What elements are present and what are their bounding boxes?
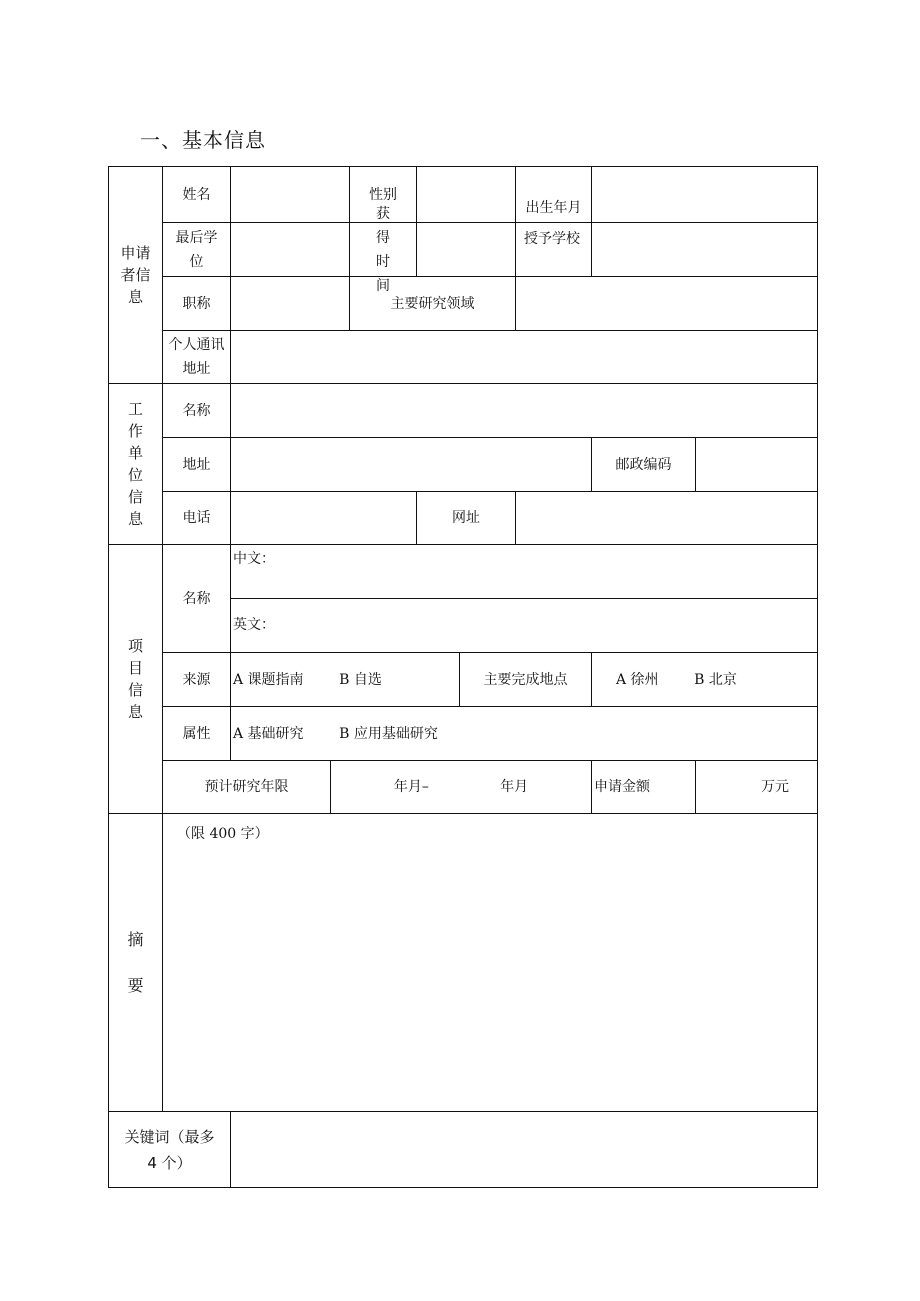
project-english-label: 英文： — [233, 617, 275, 633]
applicant-address-field[interactable] — [230, 330, 818, 384]
applicant-school-label: 授予学校 — [515, 222, 592, 277]
work-name-field[interactable] — [230, 383, 818, 438]
applicant-title-label: 职称 — [162, 276, 231, 331]
applicant-gender-label: 性别 — [349, 166, 417, 223]
applicant-obtained-label: 获得时间 — [349, 222, 417, 277]
section-work-unit: 工作单位信息 — [108, 383, 163, 545]
work-postcode-label: 邮政编码 — [591, 437, 696, 492]
work-website-field[interactable] — [515, 491, 818, 545]
work-phone-label: 电话 — [162, 491, 231, 545]
project-attribute-options-text: A 基础研究 B 应用基础研究 — [233, 725, 438, 742]
work-address-label: 地址 — [162, 437, 231, 492]
keywords-field[interactable] — [230, 1111, 818, 1188]
section-project: 项目信息 — [108, 544, 163, 814]
project-chinese-field[interactable] — [230, 544, 818, 599]
applicant-field-field[interactable] — [515, 276, 818, 331]
abstract-hint: （限 400 字） — [177, 826, 269, 842]
project-place-label: 主要完成地点 — [459, 652, 592, 707]
project-amount-label: 申请金额 — [591, 760, 696, 814]
project-source-label: 来源 — [162, 652, 231, 707]
project-name-label: 名称 — [162, 544, 231, 653]
project-english-field[interactable] — [230, 598, 818, 653]
abstract-field[interactable] — [162, 813, 818, 1112]
project-place-options[interactable] — [591, 652, 818, 707]
applicant-address-label: 个人通讯地址 — [162, 330, 231, 384]
project-source-options[interactable] — [230, 652, 460, 707]
project-attribute-label: 属性 — [162, 706, 231, 761]
work-address-field[interactable] — [230, 437, 592, 492]
project-chinese-label: 中文： — [233, 551, 275, 567]
applicant-title-field[interactable] — [230, 276, 350, 331]
applicant-degree-field[interactable] — [230, 222, 350, 277]
project-source-options-text: A 课题指南 B 自选 — [233, 671, 382, 688]
work-postcode-field[interactable] — [695, 437, 818, 492]
project-amount-unit: 万元 — [761, 779, 789, 795]
project-amount-field[interactable] — [695, 760, 818, 814]
applicant-degree-label: 最后学位 — [162, 222, 231, 277]
section-abstract: 摘要 — [108, 813, 163, 1112]
work-phone-field[interactable] — [230, 491, 417, 545]
applicant-birth-field[interactable] — [591, 166, 818, 223]
project-period-field[interactable] — [330, 760, 592, 814]
applicant-name-label: 姓名 — [162, 166, 231, 223]
applicant-field-label: 主要研究领域 — [349, 276, 516, 331]
work-website-label: 网址 — [416, 491, 516, 545]
project-period-value: 年月– 年月 — [393, 779, 529, 795]
keywords-label: 关键词（最多 4 个） — [108, 1111, 231, 1188]
applicant-name-field[interactable] — [230, 166, 350, 223]
applicant-obtained-field[interactable] — [416, 222, 516, 277]
applicant-gender-field[interactable] — [416, 166, 516, 223]
page-heading: 一、基本信息 — [140, 128, 266, 152]
section-applicant: 申请者信息 — [108, 166, 163, 384]
applicant-school-field[interactable] — [591, 222, 818, 277]
project-place-options-text: A 徐州 B 北京 — [616, 671, 737, 688]
work-name-label: 名称 — [162, 383, 231, 438]
applicant-birth-label: 出生年月 — [515, 166, 592, 223]
project-attribute-options[interactable] — [230, 706, 818, 761]
project-period-label: 预计研究年限 — [162, 760, 331, 814]
